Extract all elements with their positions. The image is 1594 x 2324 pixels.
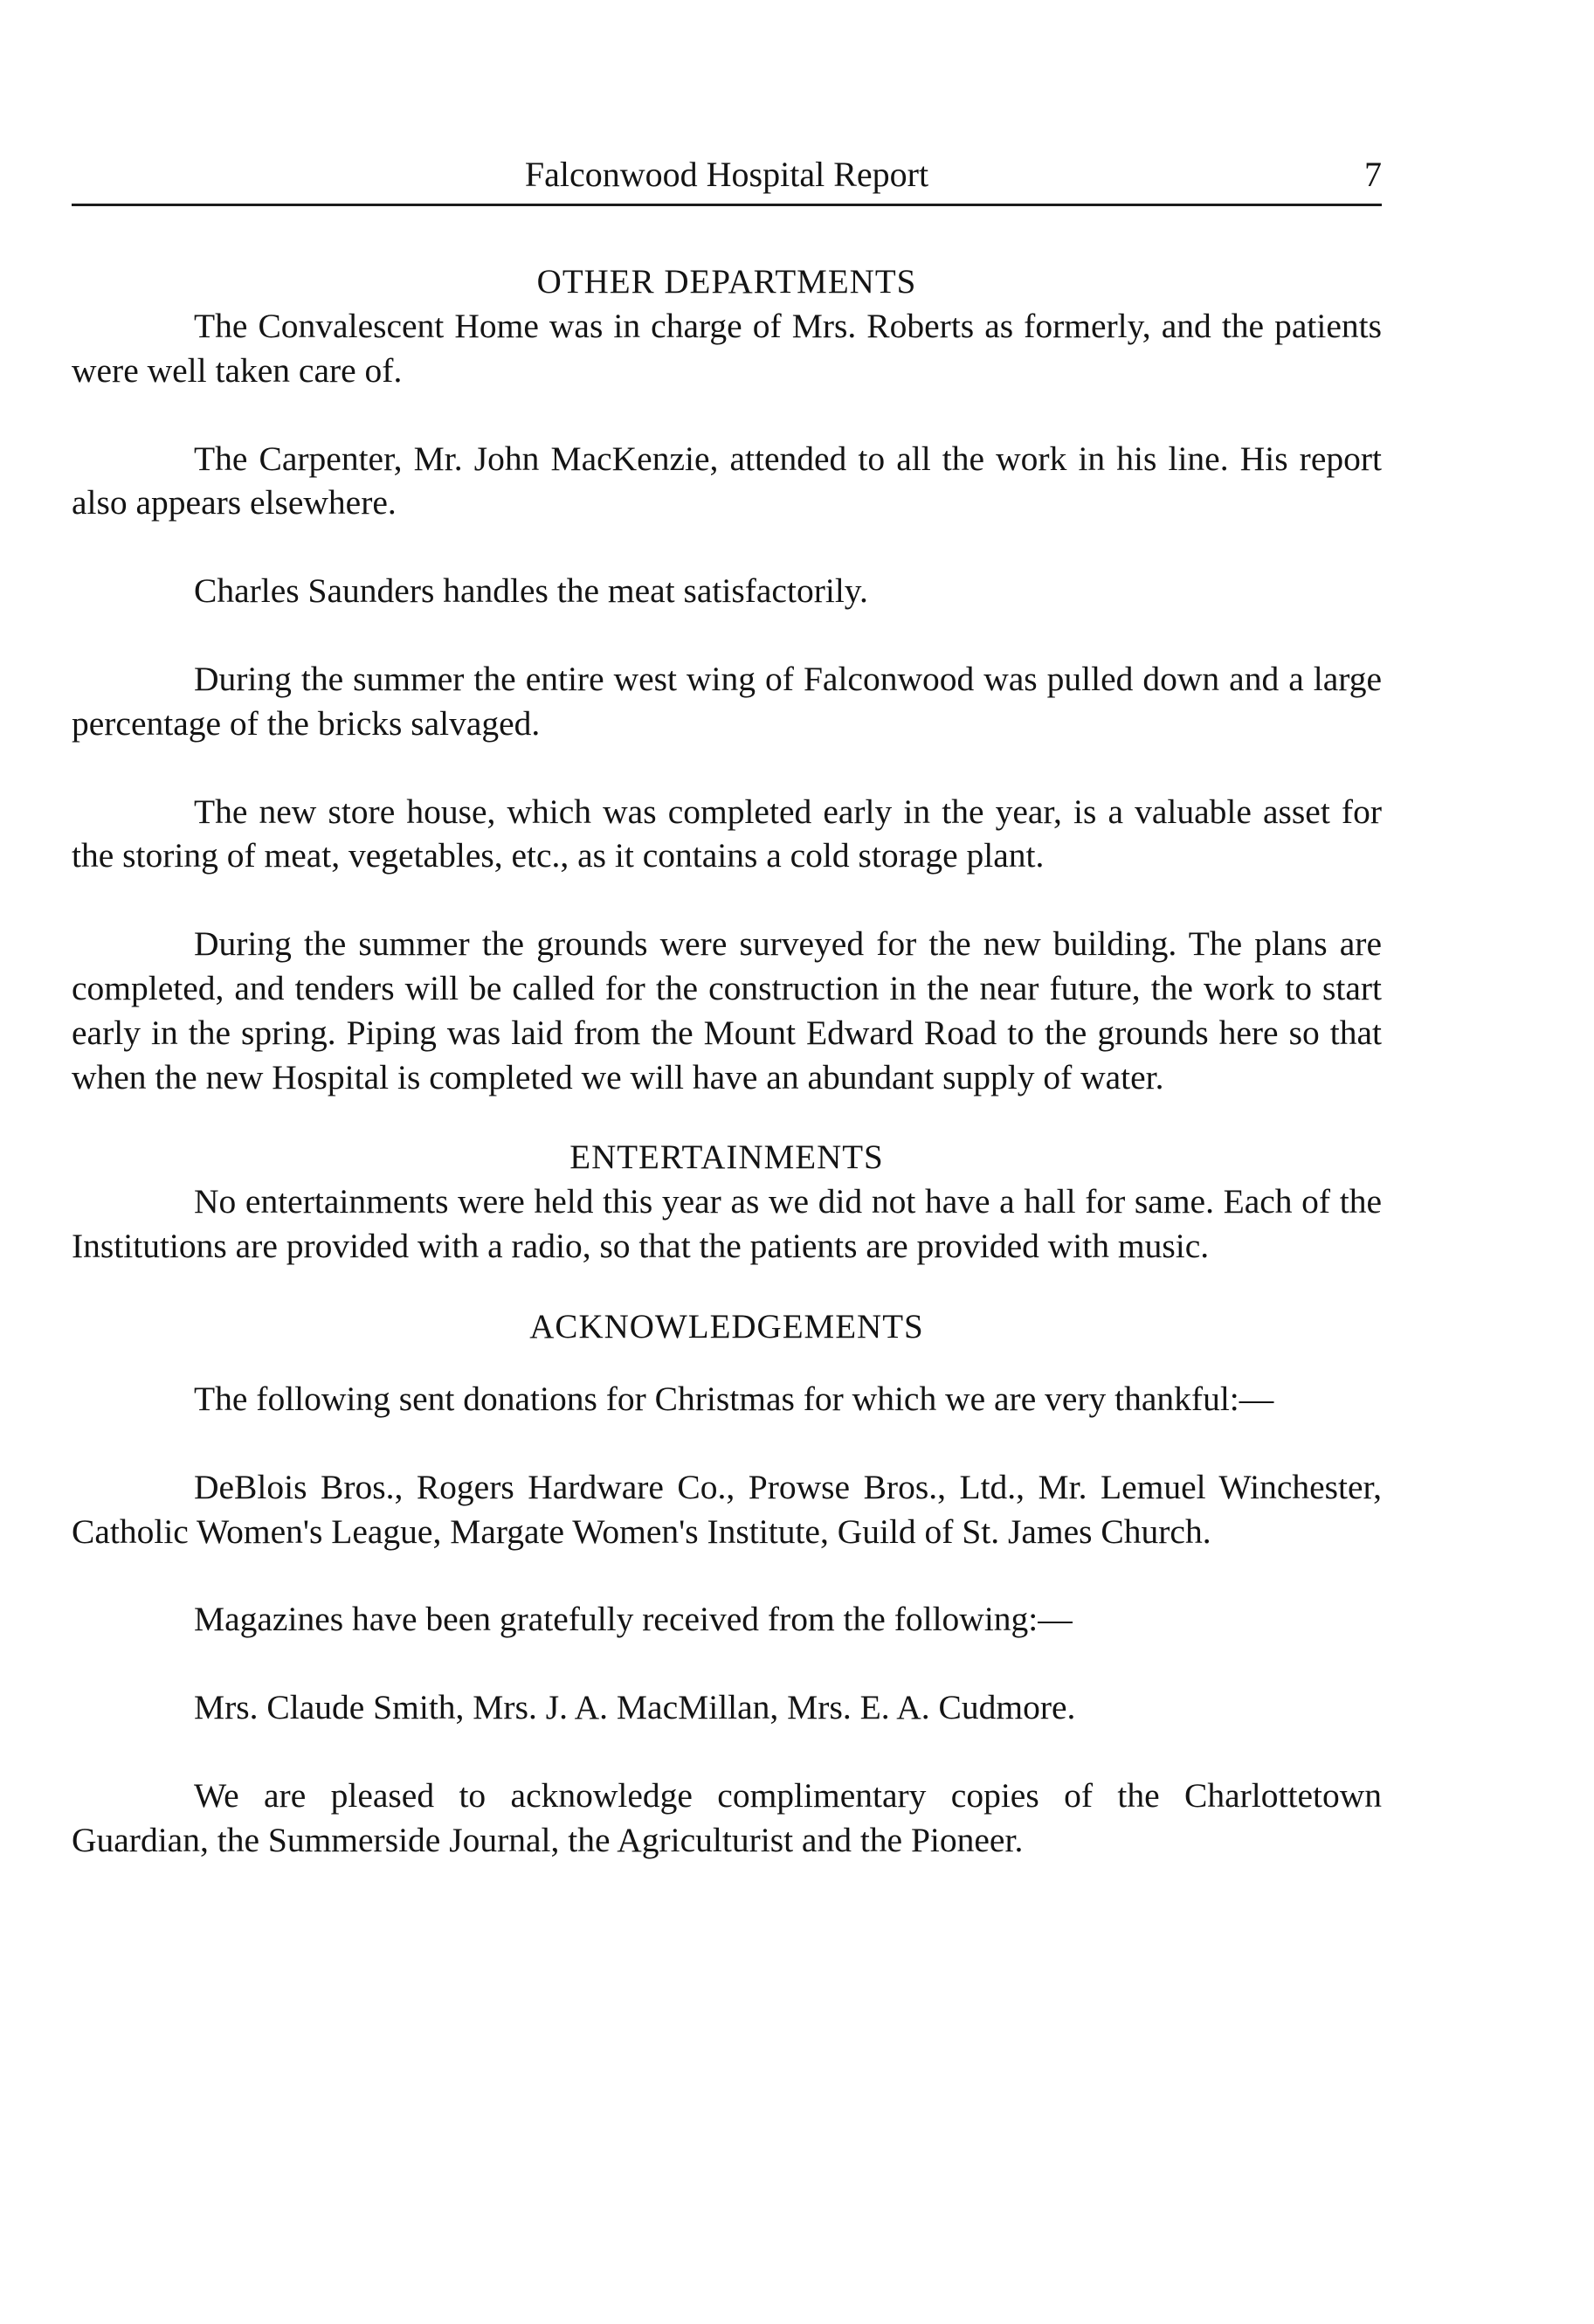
running-header [72,150,1382,203]
paragraph: During the summer the grounds were surveyed for the new building. The plans are completed, and tenders will be called for the construction in the near future, the work to start early in the spring. Piping was laid from the Mount Edward Road to the grounds here so that when the new Hospital is completed we will have an abundant supply of water. [72,924,1382,1096]
document-body [72,260,1382,1863]
section-heading-acknowledgements: ACKNOWLEDGEMENTS [529,1307,924,1345]
section-heading-other-departments: OTHER DEPARTMENTS [536,263,917,301]
paragraph: Charles Saunders handles the meat satisfactorily. [194,571,868,611]
paragraph: During the summer the entire west wing of Falconwood was pulled down and a large percentage of the bricks salvaged. [72,659,1382,743]
header-title: Falconwood Hospital Report [524,155,929,194]
section-heading-entertainments: ENTERTAINMENTS [569,1138,884,1177]
paragraph: The Carpenter, Mr. John MacKenzie, attended to all the work in his line. His report also appears elsewhere. [72,439,1382,522]
paragraph: No entertainments were held this year as we did not have a hall for same. Each of the Institutions are provided with a radio, so that the patients are provided with music. [72,1182,1382,1266]
paragraph: DeBlois Bros., Rogers Hardware Co., Prowse Bros., Ltd., Mr. Lemuel Winchester, Catholic Women's League, Margate Women's Institute, Guild of St. James Church. [72,1467,1382,1551]
paragraph: The Convalescent Home was in charge of Mrs. Roberts as formerly, and the patients were well taken care of. [72,307,1382,390]
paragraph: The following sent donations for Christmas for which we are very thankful:— [194,1379,1274,1418]
paragraph: Magazines have been gratefully received from the following:— [194,1600,1073,1639]
paragraph: Mrs. Claude Smith, Mrs. J. A. MacMillan, Mrs. E. A. Cudmore. [194,1688,1076,1727]
paragraph: The new store house, which was completed early in the year, is a valuable asset for the storing of meat, vegetables, etc., as it contains a cold storage plant. [72,792,1382,875]
page-number: 7 [1364,155,1382,194]
header-rule [72,204,1382,206]
paragraph: We are pleased to acknowledge complimentary copies of the Charlottetown Guardian, the Summerside Journal, the Agriculturist and the Pioneer. [72,1775,1382,1859]
